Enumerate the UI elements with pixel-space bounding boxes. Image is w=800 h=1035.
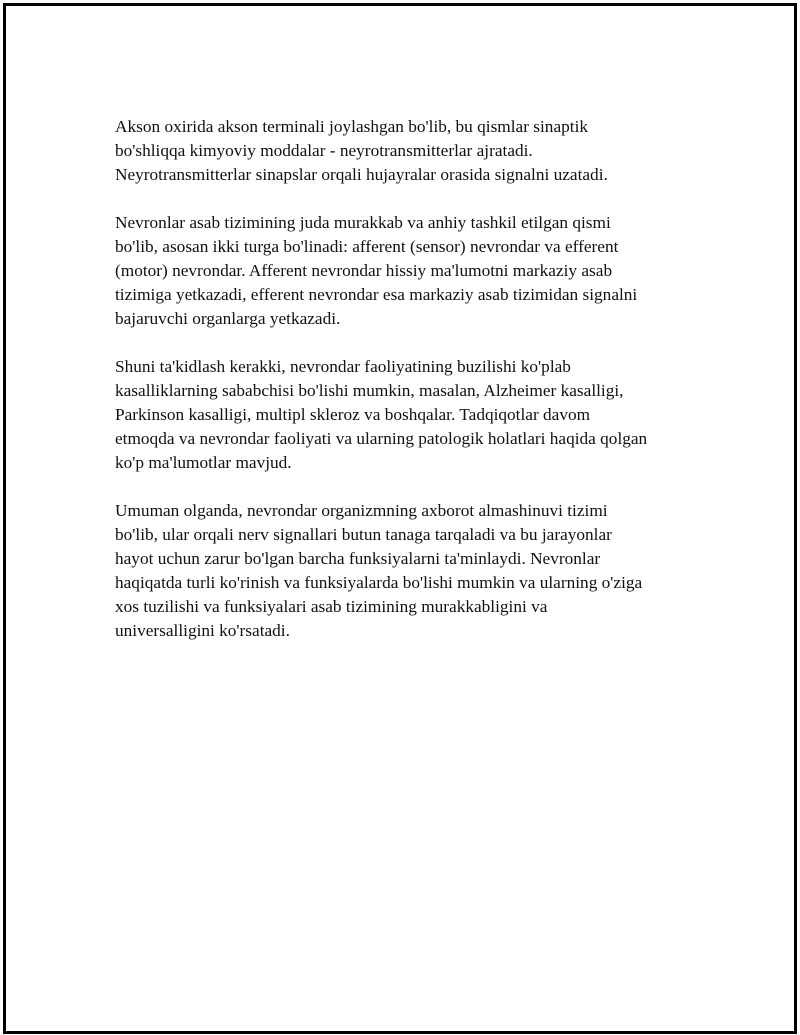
- paragraph-3: [115, 355, 695, 475]
- text-line: universalligini ko'rsatadi.: [115, 621, 290, 640]
- text-line: kasalliklarning sababchisi bo'lishi mumkin, masalan, Alzheimer kasalligi,: [115, 381, 624, 400]
- text-line: tizimiga yetkazadi, efferent nevrondar esa markaziy asab tizimidan signalni: [115, 285, 638, 304]
- text-line: bo'lib, asosan ikki turga bo'linadi: afferent (sensor) nevrondar va efferent: [115, 237, 619, 256]
- text-line: etmoqda va nevrondar faoliyati va ularning patologik holatlari haqida qolgan: [115, 429, 648, 448]
- paragraph-2: [115, 211, 695, 331]
- paragraph-1: [115, 115, 695, 187]
- text-line: Umuman olganda, nevrondar organizmning axborot almashinuvi tizimi: [115, 501, 608, 520]
- text-line: bajaruvchi organlarga yetkazadi.: [115, 309, 341, 328]
- text-line: Akson oxirida akson terminali joylashgan bo'lib, bu qismlar sinaptik: [115, 117, 589, 136]
- text-line: Neyrotransmitterlar sinapslar orqali hujayralar orasida signalni uzatadi.: [115, 165, 608, 184]
- paragraph-4: [115, 499, 695, 643]
- text-line: Nevronlar asab tizimining juda murakkab va anhiy tashkil etilgan qismi: [115, 213, 611, 232]
- text-line: xos tuzilishi va funksiyalari asab tizimining murakkabligini va: [115, 597, 548, 616]
- text-line: hayot uchun zarur bo'lgan barcha funksiyalarni ta'minlaydi. Nevronlar: [115, 549, 601, 568]
- document-body: [115, 115, 695, 667]
- text-line: bo'shliqqa kimyoviy moddalar - neyrotransmitterlar ajratadi.: [115, 141, 533, 160]
- text-line: bo'lib, ular orqali nerv signallari butun tanaga tarqaladi va bu jarayonlar: [115, 525, 612, 544]
- text-line: (motor) nevrondar. Afferent nevrondar hissiy ma'lumotni markaziy asab: [115, 261, 613, 280]
- text-line: Parkinson kasalligi, multipl skleroz va boshqalar. Tadqiqotlar davom: [115, 405, 591, 424]
- text-line: haqiqatda turli ko'rinish va funksiyalarda bo'lishi mumkin va ularning o'ziga: [115, 573, 643, 592]
- text-line: Shuni ta'kidlash kerakki, nevrondar faoliyatining buzilishi ko'plab: [115, 357, 571, 376]
- text-line: ko'p ma'lumotlar mavjud.: [115, 453, 292, 472]
